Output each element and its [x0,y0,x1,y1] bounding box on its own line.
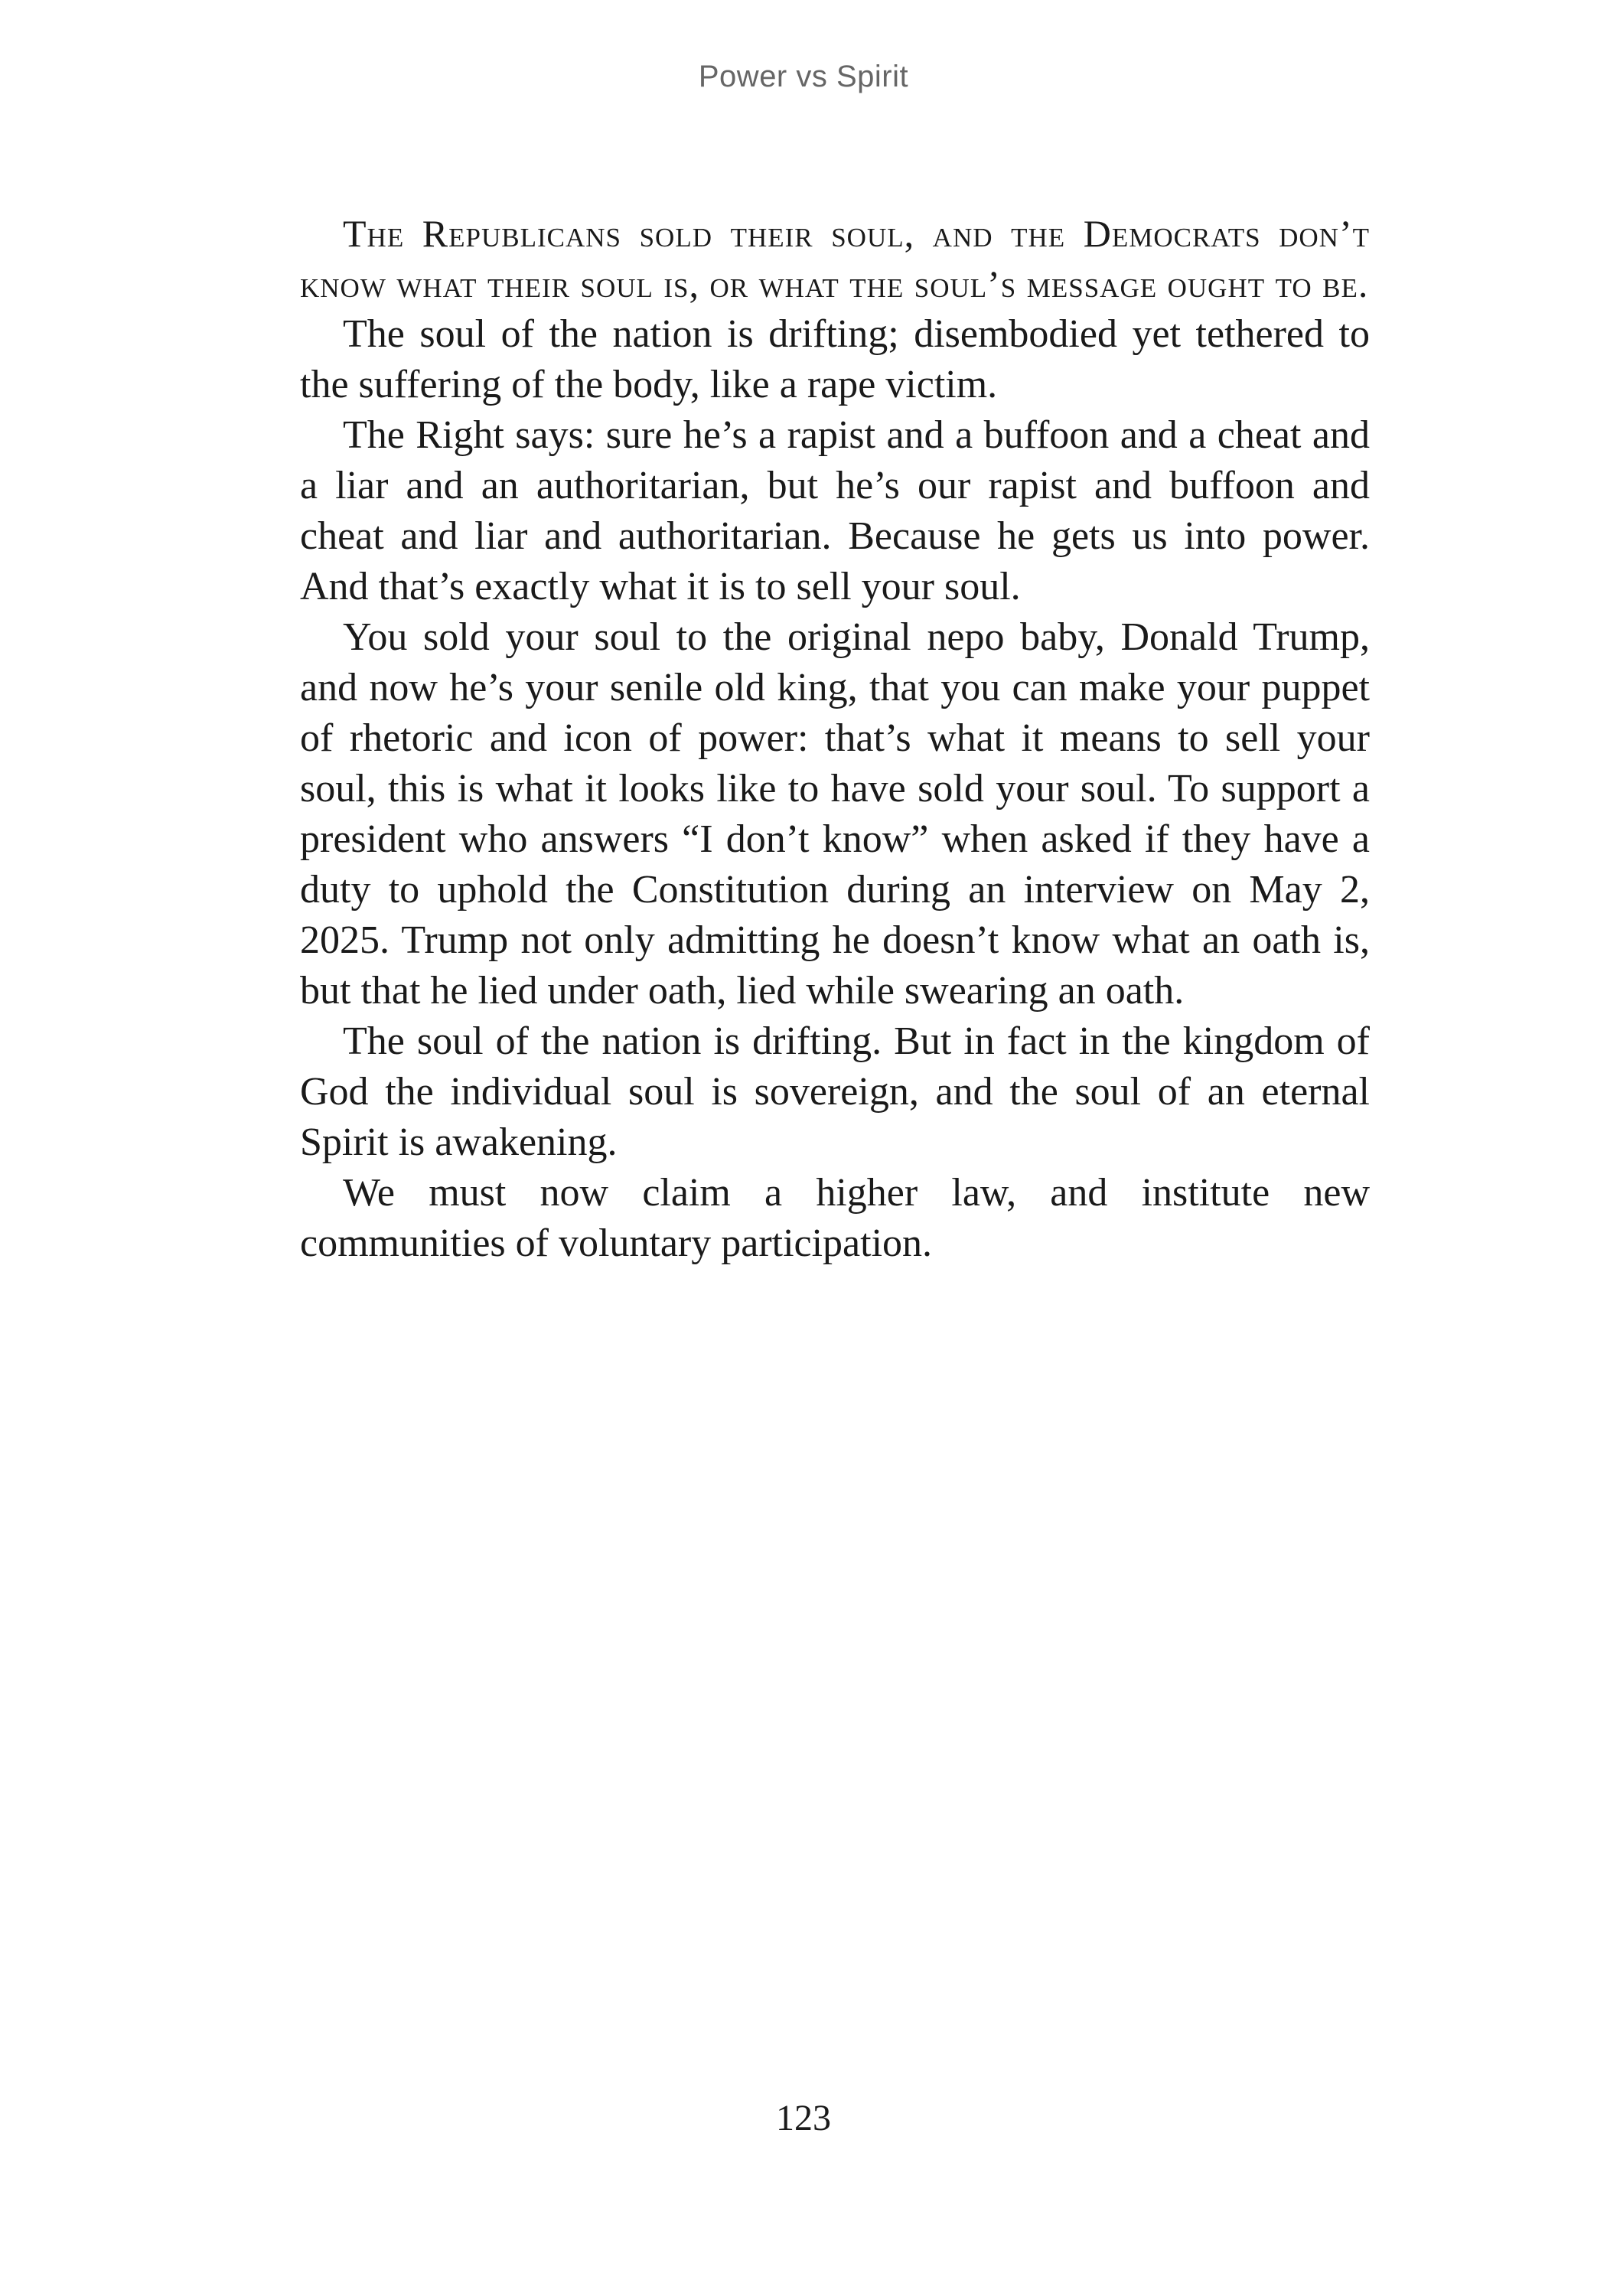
paragraph-opening: The Republicans sold their soul, and the Democrats don’t know what their soul is, or what the soul’s message ought to be. [300,212,1370,305]
page-number: 123 [776,2098,831,2138]
paragraph: You sold your soul to the original nepo baby, Donald Trump, and now he’s your senile old king, that you can make your puppet of rhetoric and icon of power: that’s what it means to sell your soul, this is what it looks like to have sold your soul. To support a president who answers “I don’t know” when asked if they have a duty to uphold the Constitution during an interview on May 2, 2025. Trump not only admitting he doesn’t know what an oath is, but that he lied under oath, lied while swearing an oath. [300,615,1370,1013]
body-text [300,208,1370,1269]
paragraph: The soul of the nation is drifting. But in fact in the kingdom of God the individual soul is sovereign, and the soul of an eternal Spirit is awakening. [300,1019,1370,1164]
paragraph: The soul of the nation is drifting; disembodied yet tethered to the suffering of the body, like a rape victim. [300,312,1370,406]
paragraph: We must now claim a higher law, and institute new communities of voluntary participation. [300,1171,1370,1265]
running-header: Power vs Spirit [698,60,909,93]
paragraph: The Right says: sure he’s a rapist and a buffoon and a cheat and a liar and an authoritarian, but he’s our rapist and buffoon and cheat and liar and authoritarian. Because he gets us into power. And that’s exactly what it is to sell your soul. [300,413,1370,608]
